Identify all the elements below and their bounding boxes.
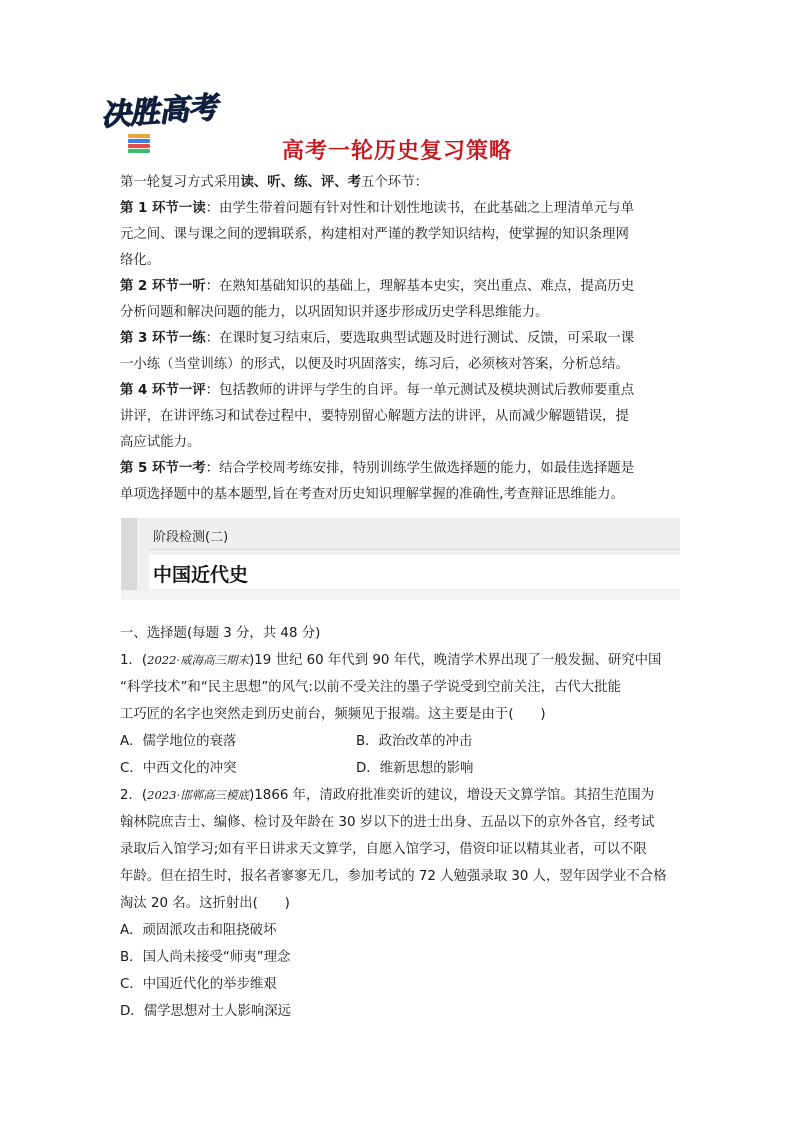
step-label: 第 2 环节一听: [120, 279, 206, 294]
step-text: ：在熟知基础知识的基础上，理解基本史实，突出重点、难点，提高历史: [205, 279, 635, 294]
part-heading: 一、选择题(每题 3 分，共 48 分): [120, 626, 321, 641]
logo-text: 决胜高考: [99, 89, 218, 133]
step-label: 第 3 环节一练: [120, 331, 206, 346]
question-source: 2023·邯郸高三模底: [147, 788, 250, 802]
page-title: 高考一轮历史复习策略: [281, 139, 512, 164]
question-text: 淘汰 20 名。这折射出( ): [120, 896, 290, 911]
option-c: C．中西文化的冲突: [120, 761, 237, 776]
step-2: [120, 274, 680, 326]
question-text: “科学技术”和“民主思想”的风气:以前不受关注的墨子学说受到空前关注，古代大批能: [120, 680, 621, 695]
intro-suffix: 五个环节：: [361, 175, 428, 190]
step-label: 第 1 环节一读: [120, 201, 206, 216]
step-text: 络化。: [120, 253, 161, 268]
section-shadow: [121, 590, 680, 600]
option-c: C．中国近代化的举步维艰: [120, 977, 277, 992]
step-4: [120, 378, 680, 456]
option-b: B．国人尚未接受“师夷”理念: [120, 950, 291, 965]
step-text: 讲评，在讲评练习和试卷过程中，要特别留心解题方法的讲评，从而减少解题错误，提: [120, 409, 629, 424]
step-text: ：结合学校周考练安排，特别训练学生做选择题的能力，如最佳选择题是: [205, 461, 635, 476]
section-divider: [149, 549, 680, 550]
section-label: 阶段检测(二): [153, 530, 229, 545]
step-text: 分析问题和解决问题的能力，以巩固知识并逐步形成历史学科思维能力。: [120, 305, 549, 320]
option-a: A．顽固派攻击和阻挠破坏: [120, 923, 277, 938]
question-text: )19 世纪 60 年代到 90 年代，晚清学术界出现了一般发掘、研究中国: [249, 653, 662, 668]
step-3: [120, 326, 680, 378]
step-text: 一小练（当堂训练）的形式，以便及时巩固落实，练习后，必须核对答案，分析总结。: [120, 357, 629, 372]
step-text: ：由学生带着问题有针对性和计划性地读书，在此基础之上理清单元与单: [205, 201, 635, 216]
question-text: 工巧匠的名字也突然走到历史前台，频频见于报端。这主要是由于( ): [120, 707, 546, 722]
step-text: 单项选择题中的基本题型,旨在考查对历史知识理解掌握的准确性,考查辩证思维能力。: [120, 487, 624, 502]
intro-prefix: 第一轮复习方式采用: [120, 175, 241, 190]
step-text: 高应试能力。: [120, 435, 201, 450]
intro-bold: 读、听、练、评、考: [240, 175, 362, 190]
step-text: 元之间、课与课之间的逻辑联系，构建相对严谨的教学知识结构，使掌握的知识条理网: [120, 227, 629, 242]
question-number: 1．(: [120, 653, 148, 668]
question-number: 2．(: [120, 788, 148, 803]
step-label: 第 4 环节一评: [120, 383, 206, 398]
questions: [120, 620, 680, 1025]
question-text: 年龄。但在招生时，报名者寥寥无几，参加考试的 72 人勉强录取 30 人，翌年因学业不合格: [120, 869, 667, 884]
section-accent-bar: [121, 518, 137, 590]
step-text: ：在课时复习结束后，要选取典型试题及时进行测试、反馈，可采取一课: [205, 331, 635, 346]
question-text: 录取后入馆学习;如有平日讲求天文算学，自愿入馆学习，借资印证以精其业者，可以不限: [120, 842, 647, 857]
section-title: 中国近代史: [149, 555, 680, 589]
question-text: )1866 年，清政府批准奕䜣的建议，增设天文算学馆。其招生范围为: [249, 788, 655, 803]
option-b: B．政治改革的冲击: [356, 734, 473, 749]
question-2: [120, 782, 680, 1025]
section-header: [121, 518, 680, 590]
option-d: D．儒学思想对士人影响深远: [120, 1004, 291, 1019]
question-text: 翰林院庶吉士、编修、检讨及年龄在 30 岁以下的进士出身、五品以下的京外各官，经考试: [120, 815, 655, 830]
step-text: ：包括教师的讲评与学生的自评。每一单元测试及模块测试后教师要重点: [205, 383, 635, 398]
question-1: [120, 647, 680, 782]
intro-paragraph: [120, 170, 680, 196]
question-source: 2022·威海高三期末: [147, 653, 250, 667]
step-5: [120, 456, 680, 508]
step-1: [120, 196, 680, 274]
option-d: D．维新思想的影响: [356, 761, 474, 776]
step-label: 第 5 环节一考: [120, 461, 206, 476]
steps-list: [120, 196, 680, 508]
option-a: A．儒学地位的衰落: [120, 734, 237, 749]
